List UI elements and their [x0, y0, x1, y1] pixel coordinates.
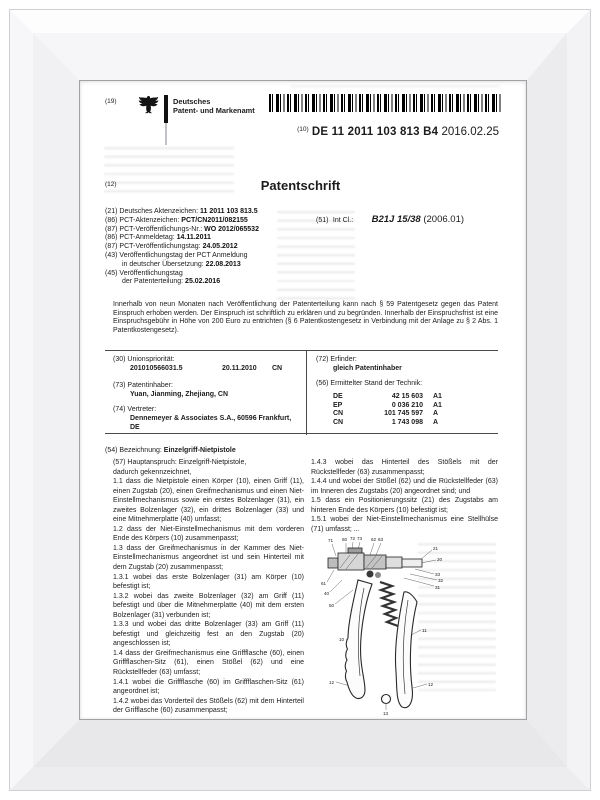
field-43: (43) Veröffentlichungstag der PCT Anmeldung: [105, 251, 248, 259]
claims-column-left: [113, 458, 304, 716]
claim-paragraph: 1.1 dass die Nietpistole einen Körper (10), einen Griff (11), einen Zugstab (20), einen Greifmechanismus und einen Niet-Einstellmechanismus sowie ein erstes Bolzenlager (31), ein zweites Bolzenlager (32), ein drittes Bolzenlager (33) und eine Mitnehmerplatte (40) umfasst;: [113, 478, 304, 524]
field-30-priority: (30) Unionspriorität: 201010566031.5 20.11.2010 CN: [113, 356, 301, 374]
svg-text:33: 33: [435, 572, 441, 577]
claim-paragraph: 1.3.1 wobei das erste Bolzenlager (31) am Körper (10) befestigt ist;: [113, 573, 304, 591]
svg-text:21: 21: [433, 546, 439, 551]
inid-code-19: (19): [105, 98, 117, 105]
patent-page: [79, 80, 527, 720]
citation-row: CN 1 743 098 A: [333, 419, 439, 427]
svg-text:20: 20: [437, 557, 443, 562]
svg-text:63: 63: [378, 537, 384, 542]
claim-paragraph: 1.4 dass der Greifmechanismus eine Griffflasche (60), einen Griffflaschen-Sitz (61), einen Stößel (62) und eine Rückstellfeder (63) umfasst;: [113, 649, 304, 677]
figure-bottom-ring: [382, 695, 391, 704]
svg-text:11: 11: [422, 628, 427, 633]
inid-code-10: (10): [297, 126, 309, 133]
svg-text:12: 12: [329, 680, 335, 685]
federal-eagle-icon: [138, 93, 160, 117]
figure-right-handle: [395, 592, 417, 708]
svg-text:40: 40: [324, 591, 330, 596]
claim-paragraph: 1.2 dass der Niet-Einstellmechanismus mit dem vorderen Ende des Körpers (10) zusammenpasst;: [113, 525, 304, 543]
svg-text:72: 72: [350, 536, 356, 541]
inid-code-51: (51): [316, 217, 329, 224]
rivet-gun-figure: [320, 536, 470, 716]
field-45-line2: der Patenterteilung: 25.02.2016: [122, 278, 221, 286]
priority-values: 201010566031.5 20.11.2010 CN: [130, 364, 283, 372]
publication-line: [297, 126, 499, 138]
int-cl-label: Int Cl.:: [332, 217, 354, 224]
bleed-through-text: [290, 85, 500, 93]
logo-divider-bar: [164, 95, 168, 123]
int-cl-value: B21J 15/38 (2006.01): [371, 214, 465, 225]
field-45: (45) Veröffentlichungstag: [105, 269, 183, 277]
svg-text:62: 62: [371, 537, 377, 542]
svg-text:71: 71: [328, 538, 334, 543]
barcode: [269, 94, 501, 112]
svg-text:12: 12: [428, 682, 434, 687]
publication-number: DE 11 2011 103 813 B4: [311, 126, 439, 138]
citation-row: EP 0 036 210 A1: [333, 401, 442, 409]
claim-paragraph: dadurch gekennzeichnet,: [113, 468, 192, 476]
bibliographic-data: [105, 208, 317, 287]
claim-paragraph: 1.4.3 wobei das Hinterteil des Stößels mit der Rückstellfeder (63) zusammenpasst;: [311, 459, 498, 476]
claim-paragraph: 1.4.4 und wobei der Stößel (62) und die Rückstellfeder (63) im Inneren des Zugstabs (20) angeordnet sind; und: [311, 478, 498, 495]
svg-text:13: 13: [383, 711, 389, 716]
claim-paragraph: 1.3 dass der Greifmechanismus in der Kammer des Niet-Einstellmechanismus angeordnet ist und sein Hinterteil mit dem Zugstab (20) zusammenpasst;: [113, 544, 304, 572]
logo-divider-bar-tail: [165, 123, 168, 145]
office-name-line1: Deutsches: [173, 97, 211, 106]
field-73-patentee: (73) Patentinhaber: Yuan, Jianming, Zhejiang, CN: [113, 382, 229, 398]
field-87-pub-date: (87) PCT-Veröffentlichungstag: 24.05.2012: [105, 243, 238, 251]
claim-paragraph: 1.4.2 wobei das Vorderteil des Stößels (62) mit dem Hinterteil der Grifflasche (60) zusammenpasst;: [113, 697, 304, 715]
figure-spring: [380, 582, 398, 626]
field-56-prior-art: (56) Ermittelter Stand der Technik: DE 42 15 603 A1 EP 0 036 210 A1 CN 101 745 597 A CN 1 743 098 A: [316, 380, 494, 428]
claim-paragraph: 1.4.1 wobei die Griffflasche (60) im Griffflaschen-Sitz (61) angeordnet ist;: [113, 678, 304, 696]
opposition-notice: Innerhalb von neun Monaten nach Veröffentlichung der Patenterteilung kann nach § 59 Patentgesetz gegen das Patent Einspruch erhoben werden. Der Einspruch ist schriftlich zu erklären und zu begründen. Innerhalb der Einspruchsfrist ist eine Einspruchsgebühr in Höhe von 200 Euro zu entrichten (§ 6 Patentkostengesetz in Verbindung mit der Anlage zu § 2 Abs. 1 Patentkostengesetz).: [113, 301, 498, 334]
claim-paragraph: 1.3.2 wobei das zweite Bolzenlager (32) am Griff (11) befestigt und über die Mitnehmerplatte (40) mit dem ersten Bolzenlager (31) verbunden ist;: [113, 592, 304, 619]
svg-text:32: 32: [438, 578, 444, 583]
svg-text:60: 60: [342, 537, 348, 542]
citation-row: DE 42 15 603 A1: [333, 392, 442, 400]
field-72-inventor: (72) Erfinder: gleich Patentinhaber: [316, 356, 402, 372]
inid-code-12: (12): [105, 181, 117, 188]
document-type-title: Patentschrift: [260, 178, 341, 193]
svg-text:50: 50: [329, 603, 335, 608]
claim-paragraph: 1.3.3 und wobei das dritte Bolzenlager (33) am Griff (11) befestigt und gleichzeitig fest an den Zugstab (20) angeschlossen ist;: [113, 621, 304, 648]
publication-date: 2016.02.25: [441, 126, 499, 138]
claim-paragraph: 1.5.1 wobei der Niet-Einstellmechanismus eine Stellhülse (71) umfasst; ...: [311, 516, 498, 533]
field-21: (21) Deutsches Aktenzeichen: 11 2011 103 813.5: [105, 208, 258, 215]
field-86-filing-date: (86) PCT-Anmeldetag: 14.11.2011: [105, 234, 211, 242]
claim-paragraph: (57) Hauptanspruch: Einzelgriff-Nietpistole,: [113, 459, 247, 466]
figure-head-mechanism: [328, 548, 422, 578]
svg-text:73: 73: [357, 536, 363, 541]
claims-column-right: [311, 458, 498, 534]
claim-paragraph: 1.5 dass ein Positionierungssitz (21) des Zugstabs am hinteren Ende des Körpers (10) befestigt ist;: [311, 497, 498, 514]
svg-text:10: 10: [339, 637, 345, 642]
field-43-line2: in deutscher Übersetzung: 22.08.2013: [122, 260, 241, 268]
bibliographic-box: [105, 350, 498, 434]
field-86-pct-number: (86) PCT-Aktenzeichen: PCT/CN2011/082155: [105, 216, 248, 224]
field-51-int-cl: [316, 209, 464, 227]
svg-text:61: 61: [321, 581, 327, 586]
citation-list: [316, 389, 494, 428]
office-name: [173, 97, 255, 115]
svg-text:31: 31: [435, 585, 441, 590]
box-divider: [306, 351, 307, 435]
field-87-pub-number: (87) PCT-Veröffentlichungs-Nr.: WO 2012/065532: [105, 225, 259, 233]
citation-row: CN 101 745 597 A: [333, 410, 439, 418]
field-54-title: (54) Bezeichnung: Einzelgriff-Nietpistole: [105, 447, 236, 454]
office-name-line2: Patent- und Markenamt: [173, 106, 255, 115]
field-74-representative: (74) Vertreter: Dennemeyer & Associates S.A., 60596 Frankfurt, DE: [113, 406, 292, 431]
